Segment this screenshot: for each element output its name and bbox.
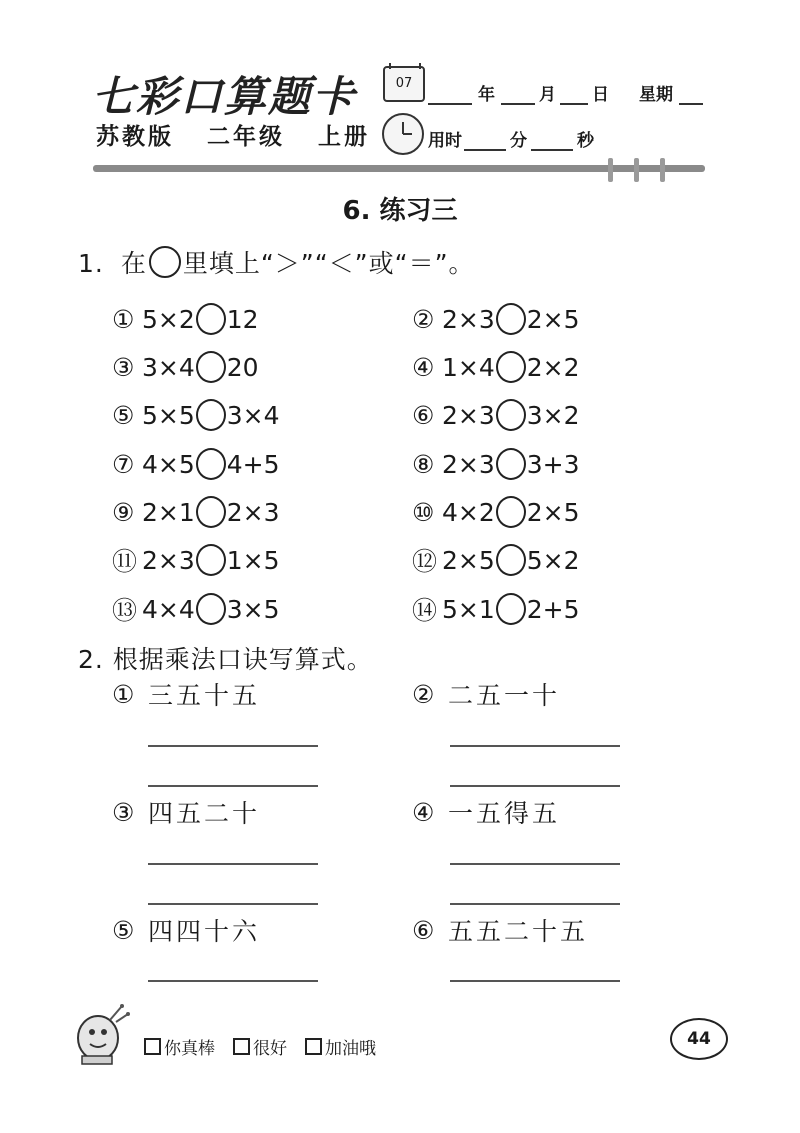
page-number: 44 [670, 1018, 728, 1060]
comparison-item: ⑨ 2×1 2×3 [112, 497, 280, 527]
self-rating-options [144, 1034, 376, 1059]
answer-circle[interactable] [196, 496, 226, 528]
answer-line[interactable] [148, 980, 318, 982]
answer-line[interactable] [148, 745, 318, 747]
comparison-item: ⑭ 5×1 2+5 [412, 594, 580, 625]
day-blank[interactable] [560, 87, 588, 105]
comparison-item: ⑤ 5×5 3×4 [112, 400, 280, 430]
answer-circle[interactable] [496, 544, 526, 576]
section1-text-before: 在 [120, 249, 147, 278]
answer-circle[interactable] [496, 399, 526, 431]
rating-good[interactable]: 很好 [233, 1034, 287, 1059]
answer-line[interactable] [450, 785, 620, 787]
year-blank[interactable] [428, 87, 472, 105]
rhyme-item: ① 三五十五 [112, 679, 261, 710]
section2-heading: 2. 根据乘法口诀写算式。 [78, 645, 373, 674]
answer-circle[interactable] [496, 448, 526, 480]
rating-great[interactable]: 你真棒 [144, 1034, 215, 1059]
time-used-label: 用时 [428, 131, 462, 151]
answer-circle[interactable] [496, 303, 526, 335]
edition-grade: 二年级 [207, 124, 286, 150]
answer-circle[interactable] [196, 303, 226, 335]
answer-circle[interactable] [196, 593, 226, 625]
answer-line[interactable] [450, 863, 620, 865]
edition-info [96, 118, 392, 151]
weekday-label: 星期 [639, 85, 673, 105]
comparison-item: ⑬ 4×4 3×5 [112, 594, 280, 625]
month-label: 月 [539, 85, 556, 105]
section1-heading [78, 244, 475, 280]
edition-publisher: 苏教版 [96, 124, 174, 150]
circle-symbol-icon [149, 246, 181, 278]
comparison-item: ⑩ 4×2 2×5 [412, 497, 580, 527]
month-blank[interactable] [501, 87, 535, 105]
day-label: 日 [592, 85, 609, 105]
rhyme-item: ⑤ 四四十六 [112, 915, 261, 946]
header-divider [93, 165, 705, 172]
checkbox-icon[interactable] [305, 1038, 322, 1055]
answer-line[interactable] [148, 863, 318, 865]
answer-circle[interactable] [196, 351, 226, 383]
lesson-title: 6. 练习三 [342, 196, 458, 226]
rhyme-item: ② 二五一十 [412, 679, 561, 710]
rating-keep-going[interactable]: 加油哦 [305, 1034, 376, 1059]
comparison-item: ④ 1×4 2×2 [412, 352, 580, 382]
answer-circle[interactable] [496, 593, 526, 625]
answer-line[interactable] [450, 903, 620, 905]
comparison-item: ⑫ 2×5 5×2 [412, 545, 580, 576]
answer-circle[interactable] [496, 351, 526, 383]
answer-circle[interactable] [196, 544, 226, 576]
answer-line[interactable] [450, 745, 620, 747]
seconds-label: 秒 [577, 131, 594, 151]
brand-title: 七彩口算题卡 [92, 72, 357, 121]
answer-circle[interactable] [496, 496, 526, 528]
minutes-label: 分 [510, 131, 527, 151]
date-fill-line [428, 80, 703, 105]
comparison-item: ① 5×2 12 [112, 304, 259, 334]
checkbox-icon[interactable] [144, 1038, 161, 1055]
comparison-item: ⑪ 2×3 1×5 [112, 545, 280, 576]
weekday-blank[interactable] [679, 87, 703, 105]
checkbox-icon[interactable] [233, 1038, 250, 1055]
minutes-blank[interactable] [464, 133, 506, 151]
answer-line[interactable] [148, 903, 318, 905]
binder-pin [608, 158, 613, 182]
answer-circle[interactable] [196, 399, 226, 431]
rhyme-item: ④ 一五得五 [412, 797, 561, 828]
edition-volume: 上册 [318, 124, 371, 150]
calendar-icon [383, 66, 425, 102]
section1-text-after: 里填上“＞”“＜”或“＝”。 [182, 249, 475, 278]
comparison-item: ⑦ 4×5 4+5 [112, 449, 280, 479]
binder-pin [660, 158, 665, 182]
clock-icon [382, 113, 424, 155]
rhyme-item: ⑥ 五五二十五 [412, 915, 589, 946]
section1-number: 1. [78, 249, 104, 278]
comparison-item: ③ 3×4 20 [112, 352, 259, 382]
year-label: 年 [478, 85, 495, 105]
mascot-icon [70, 1000, 132, 1068]
answer-line[interactable] [148, 785, 318, 787]
answer-circle[interactable] [196, 448, 226, 480]
calendar-day: 07 [395, 76, 413, 91]
answer-line[interactable] [450, 980, 620, 982]
time-fill-line [428, 126, 594, 151]
comparison-item: ⑧ 2×3 3+3 [412, 449, 580, 479]
binder-pin [634, 158, 639, 182]
comparison-item: ⑥ 2×3 3×2 [412, 400, 580, 430]
rhyme-item: ③ 四五二十 [112, 797, 261, 828]
seconds-blank[interactable] [531, 133, 573, 151]
comparison-item: ② 2×3 2×5 [412, 304, 580, 334]
